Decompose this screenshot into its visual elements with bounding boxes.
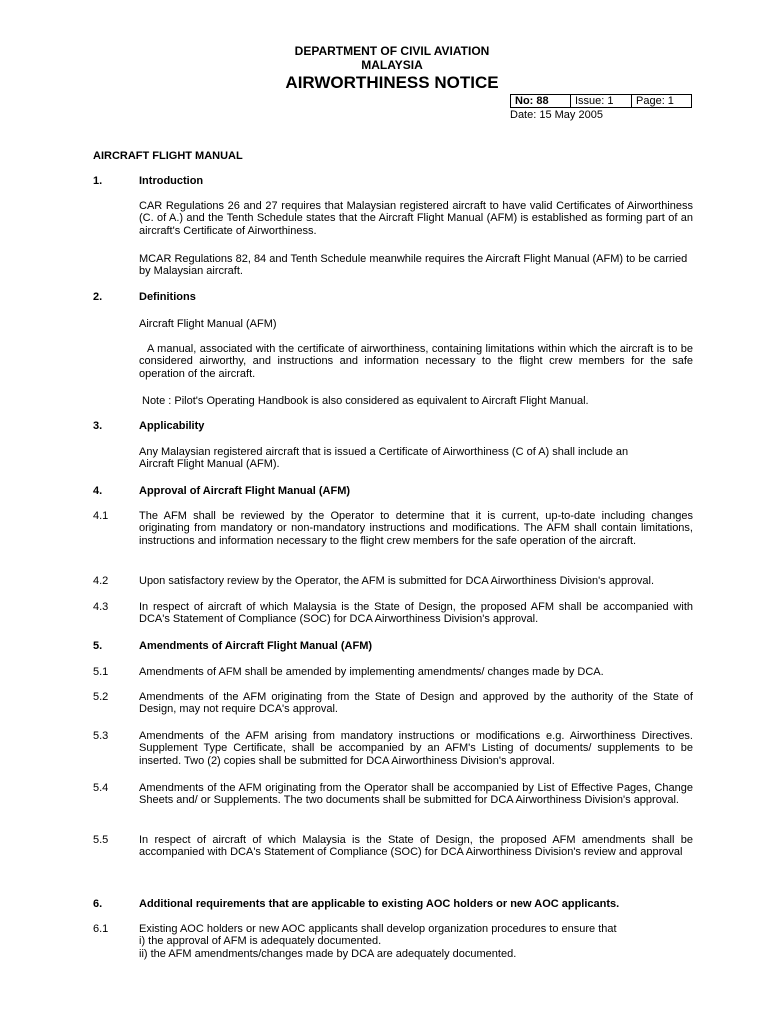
item-number: 4.2	[93, 575, 109, 587]
item-number: 5.5	[93, 834, 109, 846]
section-number: 1.	[93, 175, 103, 187]
notice-info-box	[510, 94, 692, 108]
section-number: 4.	[93, 485, 103, 497]
item-number: 6.1	[93, 923, 109, 935]
section-2-paragraph-1: Aircraft Flight Manual (AFM)	[139, 318, 277, 330]
section-title: Amendments of Aircraft Flight Manual (AFM)	[139, 640, 373, 652]
item-text: Amendments of the AFM originating from the Operator shall be accompanied by List of Effective Pages, Change Sheets and/ or Supplements. The two documents shall be submitted for DCA Airworthiness Division's approval.	[139, 782, 693, 807]
item-text: Amendments of the AFM originating from the State of Design and approved by the authority of the State of Design, may not require DCA's approval.	[139, 691, 693, 716]
section-number: 6.	[93, 898, 103, 910]
section-title: Definitions	[139, 291, 196, 303]
document-title: AIRCRAFT FLIGHT MANUAL	[93, 150, 243, 162]
section-number: 3.	[93, 420, 103, 432]
section-2-paragraph-2: A manual, associated with the certificate of airworthiness, containing limitations within which the aircraft is to be considered airworthy, and instructions and information necessary to the flight crew members for the safe operation of the aircraft.	[139, 343, 693, 380]
item-number: 5.1	[93, 666, 109, 678]
notice-date: Date: 15 May 2005	[510, 109, 603, 121]
item-text: The AFM shall be reviewed by the Operator to determine that it is current, up-to-date including changes originating from mandatory or non-mandatory instructions and modifications. The AFM shall contain limitations, instructions and information necessary to the flight crew members for the safe operation of the aircraft.	[139, 510, 693, 547]
section-1-paragraph-1: CAR Regulations 26 and 27 requires that Malaysian registered aircraft to have valid Certificates of Airworthiness (C. of A.) and the Tenth Schedule states that the Aircraft Flight Manual (AFM) is established as forming part of an aircraft's Certificate of Airworthiness.	[139, 200, 693, 237]
item-line-2: i) the approval of AFM is adequately documented.	[139, 935, 382, 948]
item-text: In respect of aircraft of which Malaysia is the State of Design, the proposed AFM amendments shall be accompanied with DCA's Statement of Compliance (SOC) for DCA Airworthiness Division's review and approval	[139, 834, 693, 859]
item-number: 5.3	[93, 730, 109, 742]
item-line-1: Existing AOC holders or new AOC applicants shall develop organization procedures to ensure that	[139, 923, 617, 935]
section-1-paragraph-2: MCAR Regulations 82, 84 and Tenth Schedule meanwhile requires the Aircraft Flight Manual (AFM) to be carried by Malaysian aircraft.	[139, 253, 688, 278]
item-text: Amendments of AFM shall be amended by implementing amendments/ changes made by DCA.	[139, 666, 604, 678]
issue-number: Issue: 1	[571, 95, 632, 107]
section-2-note: Note : Pilot's Operating Handbook is also considered as equivalent to Aircraft Flight Manual.	[142, 395, 589, 407]
notice-type-heading: AIRWORTHINESS NOTICE	[285, 73, 499, 92]
page-number: Page: 1	[636, 95, 674, 107]
section-title: Applicability	[139, 420, 205, 432]
item-number: 5.2	[93, 691, 109, 703]
item-number: 4.3	[93, 601, 109, 613]
item-text	[139, 923, 693, 960]
section-title: Introduction	[139, 175, 204, 187]
item-number: 4.1	[93, 510, 109, 522]
item-text: Upon satisfactory review by the Operator, the AFM is submitted for DCA Airworthiness Division's approval.	[139, 575, 655, 587]
country-heading: MALAYSIA	[361, 58, 423, 72]
section-title: Additional requirements that are applicable to existing AOC holders or new AOC applicants.	[139, 898, 620, 910]
section-title: Approval of Aircraft Flight Manual (AFM)	[139, 485, 351, 497]
section-number: 5.	[93, 640, 103, 652]
item-number: 5.4	[93, 782, 109, 794]
notice-number: No: 88	[511, 95, 571, 107]
department-heading: DEPARTMENT OF CIVIL AVIATION	[294, 44, 490, 58]
item-line-3: ii) the AFM amendments/changes made by DCA are adequately documented.	[139, 947, 517, 960]
item-text: In respect of aircraft of which Malaysia is the State of Design, the proposed AFM shall be accompanied with DCA's Statement of Compliance (SOC) for DCA Airworthiness Division's approval.	[139, 601, 693, 626]
item-text: Amendments of the AFM arising from mandatory instructions or modifications e.g. Airworthiness Directives. Supplement Type Certificate, shall be accompanied by an AFM's Listing of documents/ supplements to be inserted. Two (2) copies shall be submitted for DCA Airworthiness Division's approval.	[139, 730, 693, 767]
section-3-paragraph-1: Any Malaysian registered aircraft that is issued a Certificate of Airworthiness (C of A) shall include an Aircraft Flight Manual (AFM).	[139, 446, 629, 471]
section-number: 2.	[93, 291, 103, 303]
